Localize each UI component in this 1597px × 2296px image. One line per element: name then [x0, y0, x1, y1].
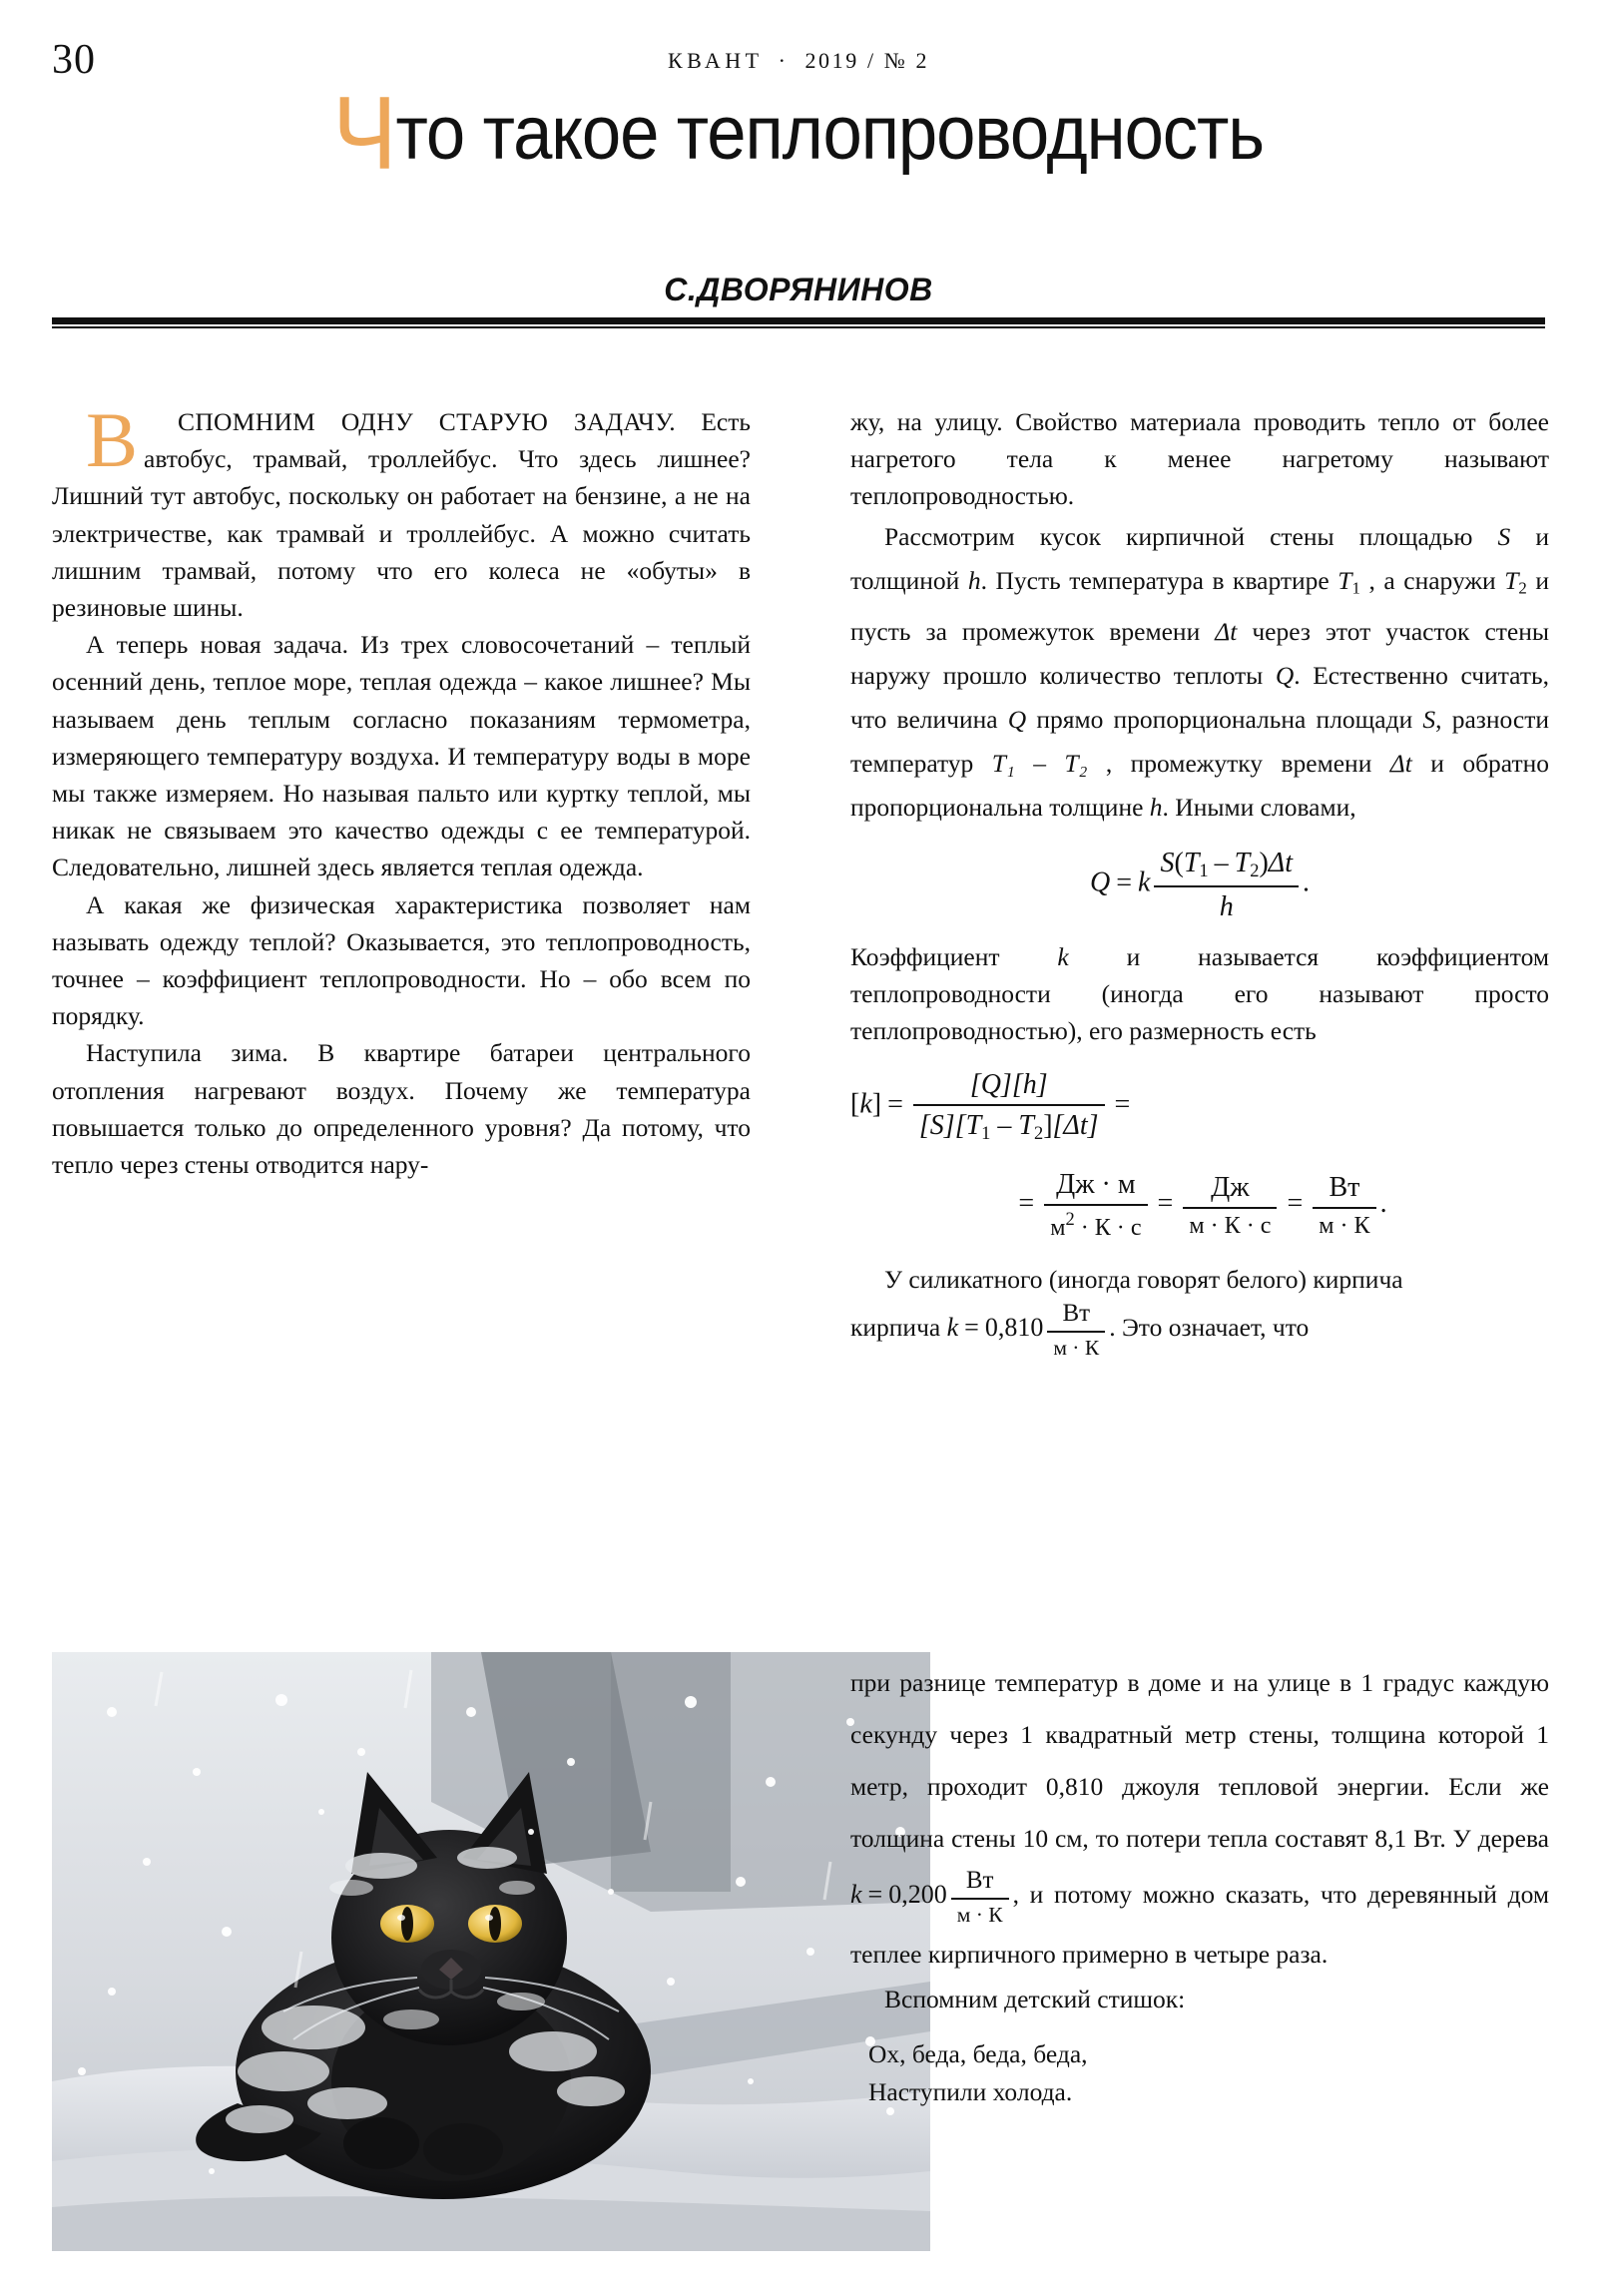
formula-brick-k-value [947, 1298, 1110, 1362]
p6-seg-g: . Естественно считать, что величина [850, 661, 1549, 735]
formula-main-fraction [1154, 846, 1299, 923]
paragraph-1 [52, 396, 752, 626]
p6-seg-h: прямо пропорциональна площади [1026, 705, 1423, 735]
formula-wood-unit-denominator: м · К [956, 1903, 1003, 1928]
running-head [0, 48, 1597, 74]
var-h: h [967, 565, 981, 595]
formula-main-period: . [1302, 866, 1310, 898]
p6-seg-i: , разности температур [850, 705, 1549, 779]
title-rest: то такое теплопроводность [395, 91, 1265, 176]
var-S: S [1497, 521, 1511, 551]
formula-main-num-T1-sub: 1 [1199, 861, 1209, 881]
header-rule-thick [52, 317, 1545, 324]
formula-wood-value: 0,200 [888, 1880, 947, 1910]
formula-dim-denominator [913, 1106, 1105, 1145]
var-T1-subscript: 1 [1351, 578, 1360, 598]
p6-seg-f: через этот участок стены наружу прошло количество теплоты [850, 617, 1550, 691]
journal-name: КВАНТ [667, 48, 764, 73]
formula-units-f2-numerator: Дж [1183, 1170, 1277, 1209]
formula-main-num-paren-close: ) [1259, 848, 1269, 879]
formula-main-num-minus: – [1214, 848, 1229, 879]
paragraph-2: А теперь новая задача. Из трех словосочетаний – теплый осенний день, теплое море, теплая одежда – какое лишнее? Мы называем день теплым согласно показаниям термометра, измеряющего температуру воздуха. И температуру воды в море мы также измеряем. Но называя пальто или куртку теплой, мы никак не связываем это качество одежды с ее температурой. Следовательно, лишней здесь является теплая одежда. [52, 630, 751, 882]
right-column-lower [850, 1657, 1549, 2110]
formula-main-denominator: h [1219, 890, 1234, 922]
paragraph-5: жу, на улицу. Свойство материала проводить тепло от более нагретого тела к менее нагретому называют теплопроводностью. [850, 407, 1549, 511]
paragraph-7 [850, 938, 1549, 1050]
drop-cap-letter: В [86, 396, 139, 483]
paragraph-8: У силикатного (иногда говорят белого) кирпича [884, 1264, 1403, 1294]
formula-wood-k: k [850, 1880, 862, 1910]
formula-main-num-T2-sub: 2 [1250, 861, 1260, 881]
left-text-column [52, 396, 752, 1183]
var-Q-2: Q [1007, 705, 1027, 735]
title-initial-letter: Ч [332, 76, 396, 192]
formula-units-fraction-2 [1183, 1170, 1277, 1241]
paragraph-10 [850, 1657, 1549, 1981]
runhead-separator: · [778, 48, 791, 73]
formula-units-f1-numerator: Дж · м [1044, 1167, 1147, 1206]
formula-dim-equals-2: = [1114, 1088, 1131, 1120]
formula-brick-unit-denominator: м · К [1053, 1336, 1100, 1361]
formula-units-f1-den-m: м [1050, 1215, 1066, 1242]
page-number: 30 [52, 37, 96, 83]
formula-dim-den-T-minus: – T [990, 1110, 1034, 1142]
p6-seg-l: . Иными словами, [1162, 793, 1356, 823]
paragraph-6 [850, 515, 1549, 831]
formula-dim-den-T-close: ] [1043, 1110, 1053, 1142]
article-title [332, 76, 1265, 192]
formula-units-period: . [1379, 1188, 1387, 1220]
p6-seg-j: , промежутку времени [1087, 749, 1390, 779]
formula-dim-fraction [913, 1067, 1105, 1145]
paragraph-9-tail: . Это означает, что [1109, 1312, 1310, 1342]
formula-dim-bracket-open: [ [850, 1088, 860, 1120]
formula-brick-unit-numerator: Вт [1047, 1298, 1105, 1333]
verse-line-1: Ох, беда, беда, беда, [868, 2039, 1088, 2069]
formula-main-num-S: S [1160, 848, 1175, 879]
formula-main-num-T1: T [1183, 848, 1200, 879]
cat-photo-illustration [52, 1652, 930, 2251]
formula-brick-k: k [946, 1312, 959, 1342]
var-Q: Q [1275, 661, 1295, 691]
p10-seg-a: при разнице температур в доме и на улице в 1 градус каждую секунду через 1 квадратный метр стены, толщина которой 1 метр, проходит 0,810 джоуля тепловой энергии. Если же толщина стены 10 см, то потери тепла составят 8,1 Вт. У дерева [850, 1668, 1549, 1853]
formula-dim-den-T1-sub: 1 [981, 1123, 991, 1144]
paragraph-11: Вспомним детский стишок: [884, 1985, 1186, 2014]
formula-brick-value: 0,810 [984, 1312, 1044, 1342]
formula-dim-den-S: [S] [918, 1110, 955, 1142]
formula-units-f3-numerator: Вт [1313, 1170, 1375, 1209]
formula-main-num-paren-open: ( [1174, 848, 1184, 879]
p10-seg-b: , и потому можно сказать, что деревянный дом теплее кирпичного примерно в четыре раза. [850, 1879, 1549, 1970]
p6-seg-b: и толщиной [850, 521, 1549, 595]
formula-dim-bracket-close: ] [871, 1088, 882, 1120]
formula-dim-den-delta-t: [Δt] [1052, 1110, 1099, 1142]
formula-units-equals-3: = [1287, 1188, 1304, 1220]
formula-dim-den-T2-sub: 2 [1033, 1123, 1044, 1144]
nursery-rhyme-verse [850, 2035, 1549, 2109]
var-T2: T [1504, 565, 1519, 595]
paragraph-4: Наступила зима. В квартире батареи центрального отопления нагревают воздух. Почему же температура повышается только до определенного уровня? Да потому, что тепло через стены отводится нару- [52, 1038, 751, 1180]
lead-in-caps: СПОМНИМ ОДНУ СТАРУЮ ЗАДАЧУ. [178, 407, 676, 436]
p6-seg-c: . Пусть температура в квартире [980, 565, 1338, 595]
formula-main-num-delta-t: Δt [1268, 848, 1293, 879]
brick-label: кирпича [850, 1312, 947, 1342]
p7-seg-b: и называется коэффициентом теплопроводности (иногда его называют просто теплопроводностью), его размерность есть [850, 941, 1549, 1045]
title-block [0, 76, 1597, 192]
var-delta-t-2: Δt [1389, 749, 1412, 779]
p6-seg-e: и пусть за промежуток времени [850, 565, 1549, 647]
p6-seg-a: Рассмотрим кусок кирпичной стены площадью [884, 521, 1498, 551]
formula-main-numerator [1154, 846, 1299, 886]
formula-brick-equals: = [964, 1312, 979, 1342]
formula-units-f1-den-rest: · К · с [1074, 1215, 1142, 1242]
formula-units-chain [850, 1167, 1549, 1244]
formula-dim-equals-1: = [887, 1088, 903, 1120]
issue-label: 2019 / № 2 [804, 48, 930, 73]
formula-brick-unit-fraction [1047, 1298, 1105, 1362]
formula-dim-den-T-open: [T [954, 1110, 982, 1142]
var-S-2: S [1422, 705, 1436, 735]
formula-units-f1-denominator [1044, 1206, 1147, 1244]
var-T-difference: T₁ – T₂ [991, 749, 1088, 779]
formula-main-coefficient: k [1138, 866, 1151, 898]
formula-main-heat-equation [850, 846, 1549, 923]
p7-seg-a: Коэффициент [850, 941, 1058, 971]
var-h-2: h [1149, 793, 1163, 823]
author-byline: С.ДВОРЯНИНОВ [664, 272, 933, 307]
formula-units-equals-2: = [1157, 1188, 1174, 1220]
var-T2-subscript: 2 [1518, 578, 1527, 598]
formula-dim-numerator: [Q][h] [913, 1067, 1105, 1106]
p6-seg-k: и обратно пропорциональна толщине [850, 749, 1549, 823]
paragraph-3: А какая же физическая характеристика позволяет нам называть одежду теплой? Оказывается, это теплопроводность, точнее – коэффициент теплопроводности. Но – обо всем по порядку. [52, 889, 751, 1031]
var-k: k [1057, 941, 1069, 971]
paragraph-9-brick [850, 1298, 1549, 1362]
verse-line-2: Наступили холода. [868, 2076, 1073, 2106]
formula-units-f2-denominator: м · К · с [1189, 1213, 1272, 1240]
header-rule-thin [52, 326, 1545, 328]
formula-units-equals-1: = [1018, 1188, 1035, 1220]
formula-units-f1-den-exponent: 2 [1065, 1209, 1075, 1230]
formula-main-num-T2: T [1234, 848, 1251, 879]
formula-wood-unit-fraction [951, 1865, 1009, 1929]
formula-wood-unit-numerator: Вт [951, 1865, 1009, 1900]
formula-units-fraction-1 [1044, 1167, 1147, 1244]
formula-wood-equals: = [867, 1880, 883, 1910]
var-T1: T [1337, 565, 1352, 595]
paragraph-1-body: Есть автобус, трамвай, троллейбус. Что здесь лишнее? Лишний тут автобус, поскольку он работает на бензине, а не на электричестве, как трамвай и троллейбус. А можно считать лишним трамвай, потому что его колеса не «обуты» в резиновые шины. [52, 407, 752, 623]
formula-wood-k-value [850, 1865, 1013, 1929]
formula-main-equals: = [1116, 866, 1133, 898]
formula-dim-k: k [859, 1088, 872, 1120]
formula-units-f3-denominator: м · К [1319, 1213, 1370, 1240]
cat-in-snow-photo [52, 1652, 930, 2251]
formula-dimension-of-k [850, 1067, 1549, 1145]
right-text-column [850, 403, 1549, 1362]
formula-units-fraction-3 [1313, 1170, 1375, 1241]
var-delta-t: Δt [1215, 617, 1238, 647]
formula-main-lhs: Q [1090, 866, 1111, 898]
p6-seg-d: , а снаружи [1359, 565, 1505, 595]
